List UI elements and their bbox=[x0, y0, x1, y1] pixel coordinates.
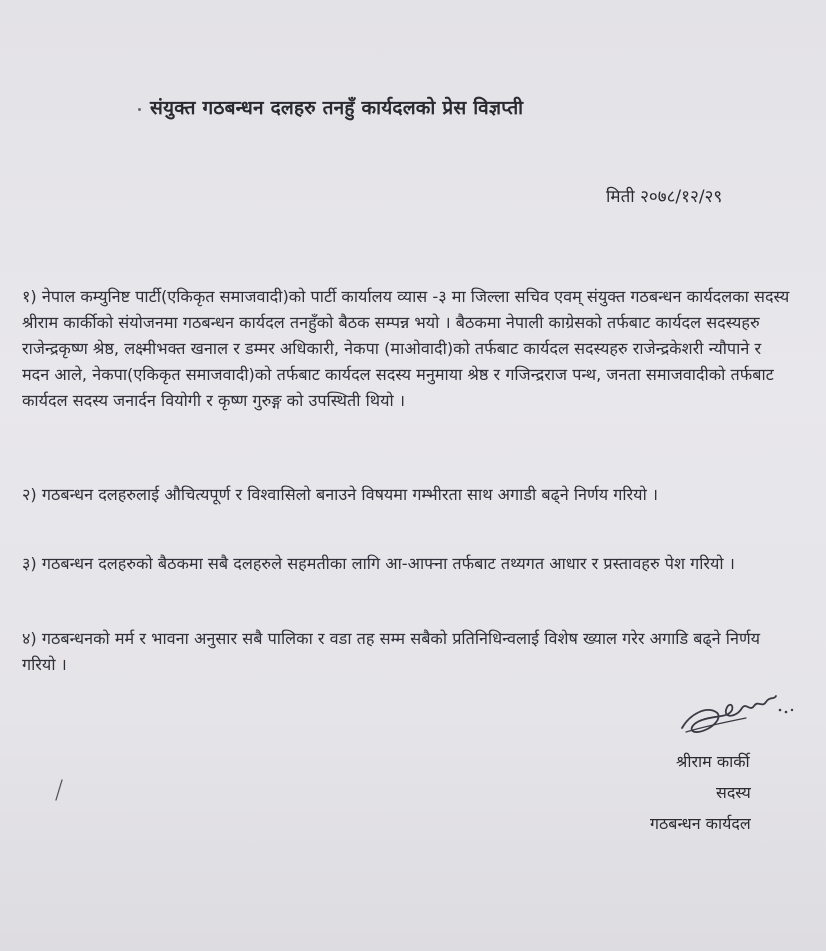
signer-name: श्रीराम कार्की bbox=[676, 752, 750, 771]
signer-role: सदस्य bbox=[716, 783, 751, 802]
paragraph-4: ४) गठबन्धनको मर्म र भावना अनुसार सबै पालिका र वडा तह सम्म सबैको प्रतिनिधिन्वलाई विशेष ख्याल गरेर अगाडि बढ्ने निर्णय गरियो । bbox=[22, 629, 761, 674]
document-title: संयुक्त गठबन्धन दलहरु तनहुँ कार्यदलको प्रेस विज्ञप्ती bbox=[150, 97, 524, 119]
handwritten-signature bbox=[676, 688, 804, 740]
paragraph-1: १) नेपाल कम्युनिष्ट पार्टी(एकिकृत समाजवादी)को पार्टी कार्यालय व्यास -३ मा जिल्ला सचिव एवम् संयुक्त गठबन्धन कार्यदलका सदस्य श्रीराम कार्कीको संयोजनमा गठबन्धन कार्यदल तनहुँको बैठक सम्पन्न भयो । बैठकमा नेपाली काग्रेसको तर्फबाट कार्यदल सदस्यहरु राजेन्द्रकृष्ण श्रेष्ठ, लक्ष्मीभक्त खनाल र डम्मर अधिकारी, नेकपा (माओवादी)को तर्फबाट कार्यदल सदस्यहरु राजेन्द्रकेशरी न्यौपाने र मदन आले, नेकपा(एकिकृत समाजवादी)को तर्फबाट कार्यदल सदस्य मनुमाया श्रेष्ठ र गजिन्द्रराज पन्थ, जनता समाजवादीको तर्फबाट कार्यदल सदस्य जनार्दन वियोगी र कृष्ण गुरुङ्ग को उपस्थिती थियो । bbox=[22, 287, 790, 410]
paragraph-3: ३) गठबन्धन दलहरुको बैठकमा सबै दलहरुले सहमतीका लागि आ-आफ्ना तर्फबाट तथ्यगत आधार र प्रस्तावहरु पेश गरियो । bbox=[22, 554, 735, 573]
document-date: मिती २०७८/१२/२९ bbox=[606, 187, 723, 207]
stray-dot-mark bbox=[138, 108, 141, 111]
paragraph-2: २) गठबन्धन दलहरुलाई औचित्यपूर्ण र विश्वासिलो बनाउने विषयमा गम्भीरता साथ अगाडी बढ्ने निर्णय गरियो । bbox=[22, 485, 659, 504]
signer-organization: गठबन्धन कार्यदल bbox=[650, 814, 751, 833]
stray-pen-mark bbox=[52, 778, 66, 802]
